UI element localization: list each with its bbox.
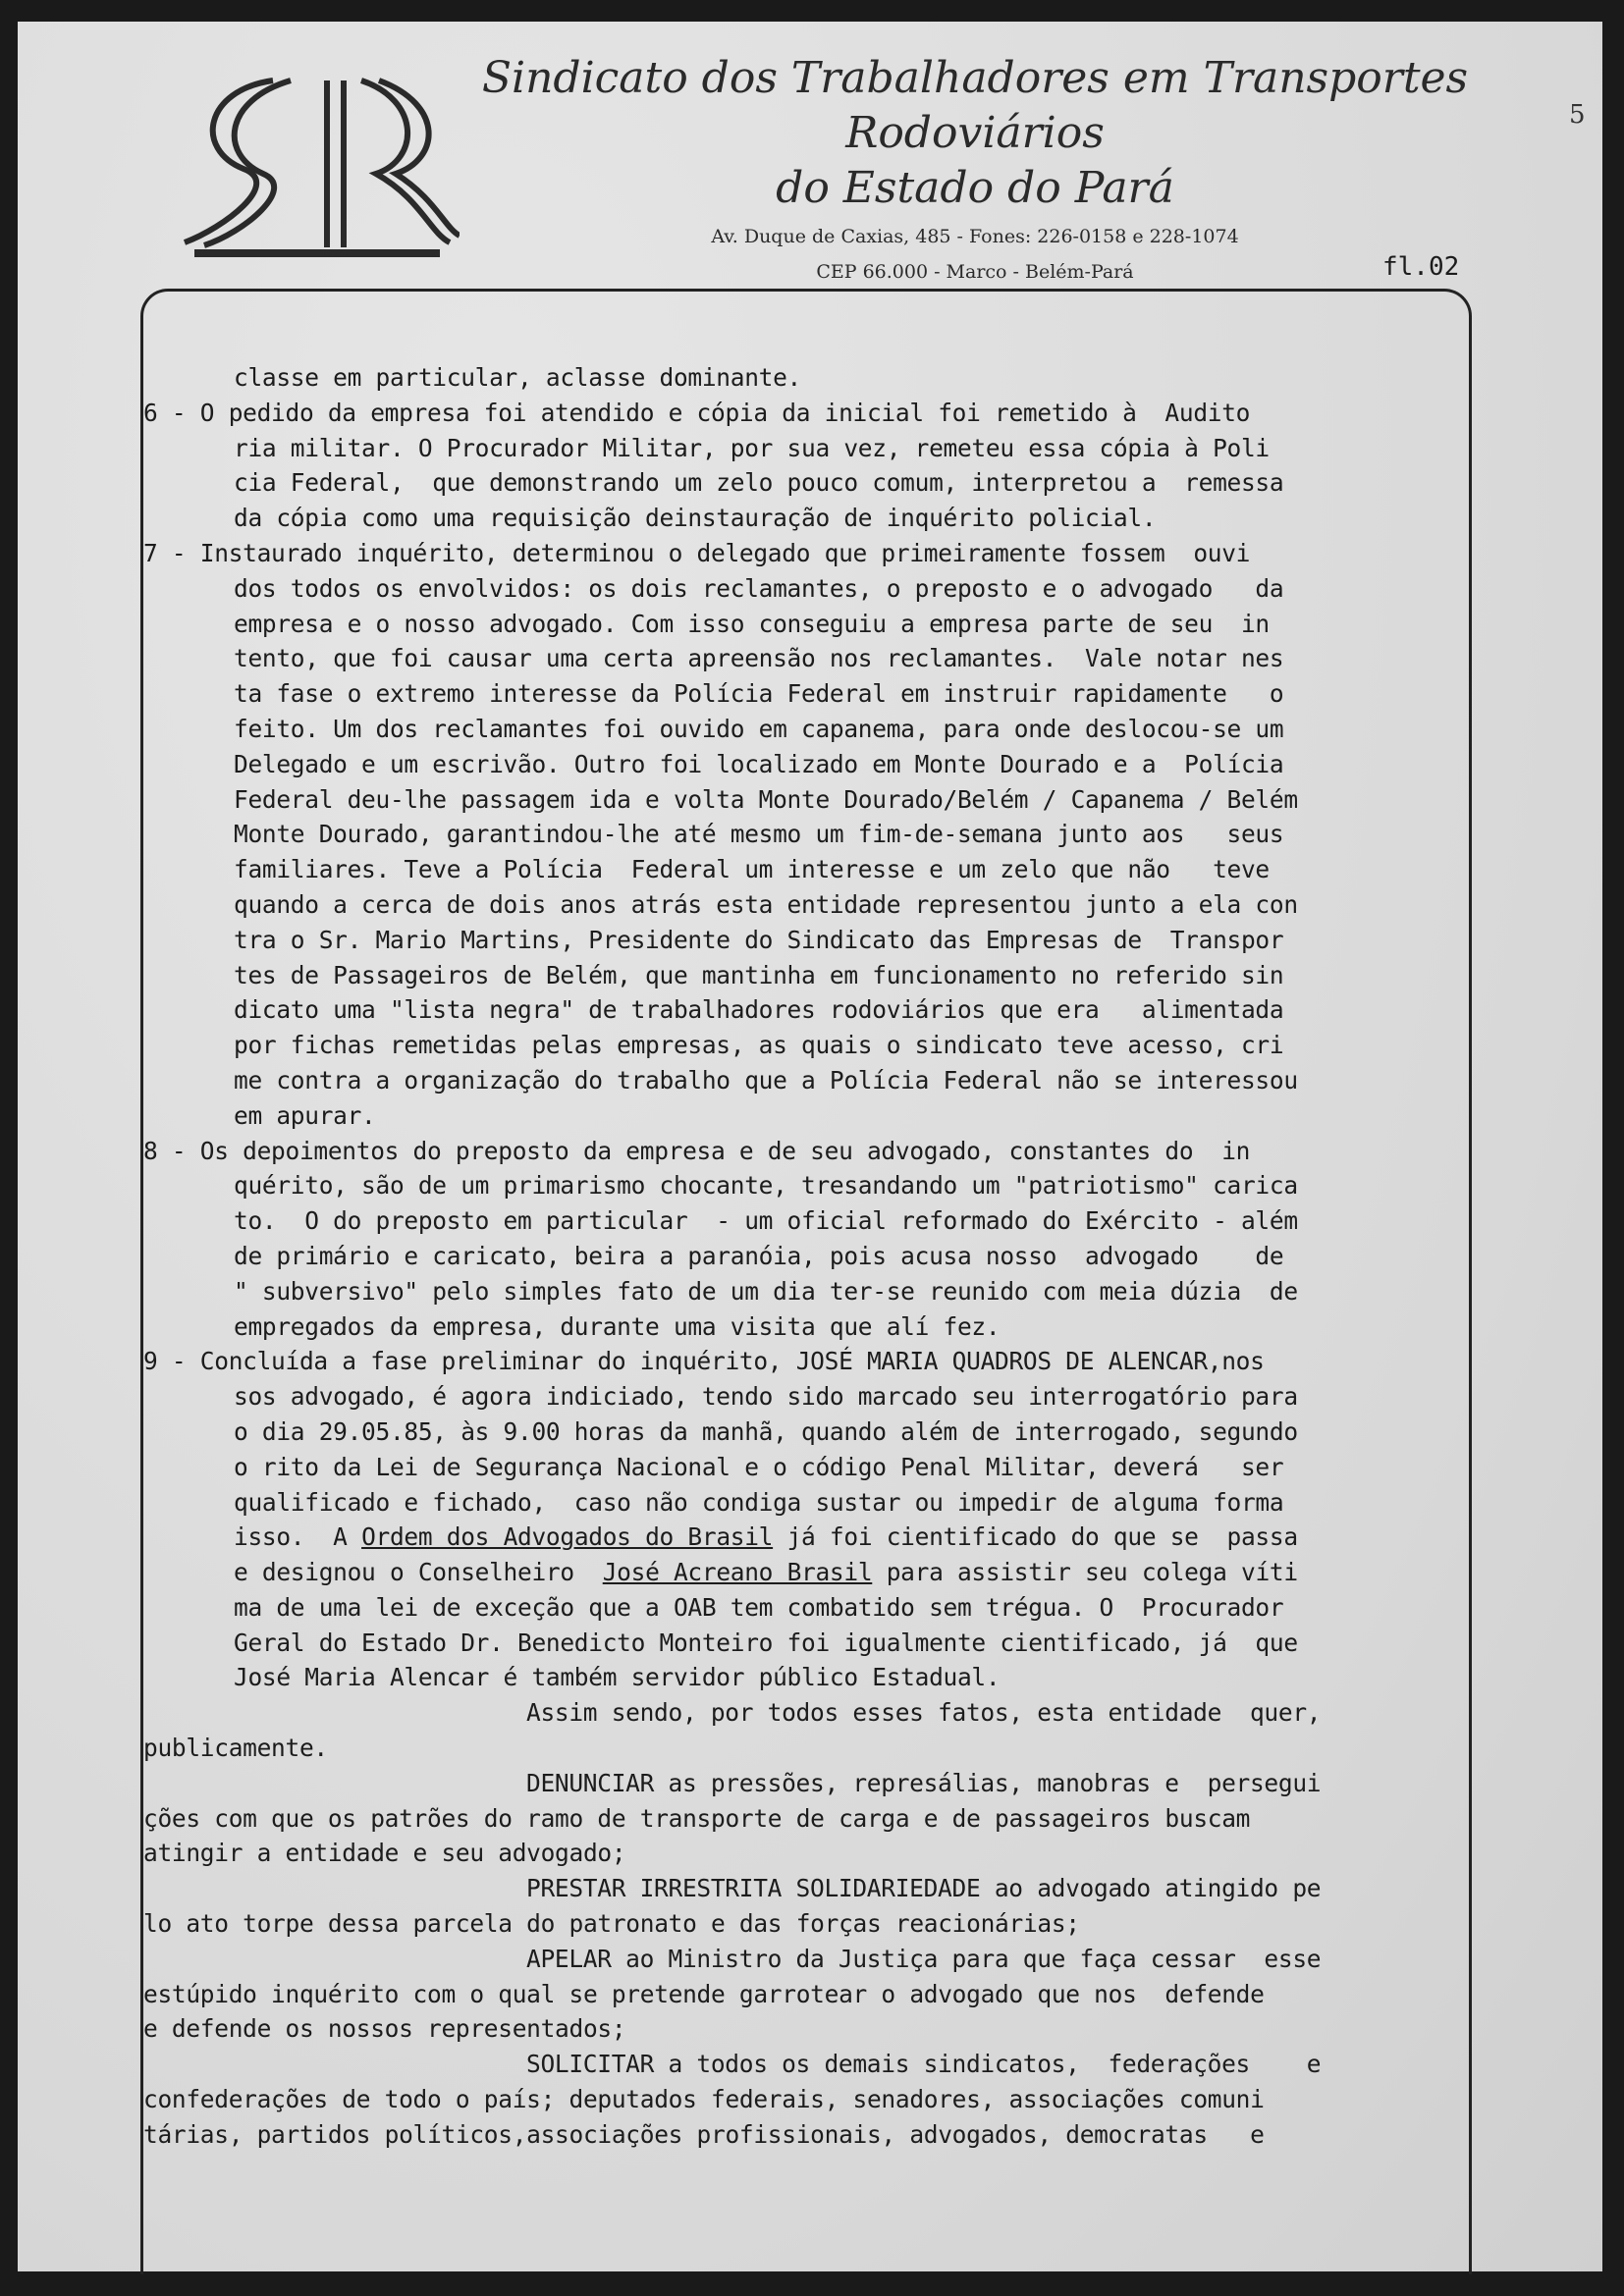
text-line: DENUNCIAR as pressões, represálias, manobras e persegui bbox=[526, 1768, 1322, 1797]
text-line: 9 - Concluída a fase preliminar do inquérito, JOSÉ MARIA QUADROS DE ALENCAR,nos bbox=[143, 1347, 1265, 1376]
union-logo-icon bbox=[165, 61, 460, 262]
text-line: Monte Dourado, garantindou-lhe até mesmo um fim-de-semana junto aos seus bbox=[234, 820, 1284, 849]
text-line: Delegado e um escrivão. Outro foi localizado em Monte Dourado e a Polícia bbox=[234, 749, 1284, 778]
text-line: ções com que os patrões do ramo de transporte de carga e de passageiros buscam bbox=[143, 1803, 1251, 1833]
text-line: de primário e caricato, beira a paranóia, pois acusa nosso advogado de bbox=[234, 1241, 1284, 1270]
text-line: atingir a entidade e seu advogado; bbox=[143, 1839, 626, 1868]
text-line: quérito, são de um primarismo chocante, tresandando um "patriotismo" carica bbox=[234, 1171, 1298, 1201]
text-line: tes de Passageiros de Belém, que mantinha em funcionamento no referido sin bbox=[234, 960, 1284, 989]
text-line: em apurar. bbox=[234, 1100, 376, 1130]
text-line bbox=[143, 1555, 1432, 1590]
organization-cep: CEP 66.000 - Marco - Belém-Pará bbox=[816, 261, 1134, 283]
text-line: to. O do preposto em particular - um oficial reformado do Exército - além bbox=[234, 1206, 1298, 1236]
text-line bbox=[143, 1520, 1432, 1555]
organization-state: do Estado do Pará bbox=[776, 163, 1174, 213]
folio-number: fl.02 bbox=[1382, 252, 1460, 282]
text-line: 8 - Os depoimentos do preposto da empresa e de seu advogado, constantes do in bbox=[143, 1136, 1251, 1165]
text-line: ta fase o extremo interesse da Polícia Federal em instruir rapidamente o bbox=[234, 679, 1284, 709]
text-line: estúpido inquérito com o qual se pretende garrotear o advogado que nos defende bbox=[143, 1979, 1265, 2008]
text-line: ria militar. O Procurador Militar, por sua vez, remeteu essa cópia à Poli bbox=[234, 433, 1270, 462]
text-line: feito. Um dos reclamantes foi ouvido em capanema, para onde deslocou-se um bbox=[234, 714, 1284, 743]
text-line: e defende os nossos representados; bbox=[143, 2014, 626, 2044]
text-line: empregados da empresa, durante uma visita que alí fez. bbox=[234, 1311, 1001, 1341]
letter-body bbox=[143, 360, 1432, 2153]
document-page bbox=[18, 22, 1602, 2271]
text-line: dicato uma "lista negra" de trabalhadores rodoviários que era alimentada bbox=[234, 995, 1284, 1025]
text-line: Federal deu-lhe passagem ida e volta Monte Dourado/Belém / Capanema / Belém bbox=[234, 784, 1298, 814]
text-line: tento, que foi causar uma certa apreensão nos reclamantes. Vale notar nes bbox=[234, 644, 1284, 673]
text-line: SOLICITAR a todos os demais sindicatos, federações e bbox=[526, 2050, 1322, 2079]
letterhead bbox=[450, 51, 1500, 287]
text-fragment: já foi cientificado do que se passa bbox=[773, 1522, 1298, 1552]
text-line: Assim sendo, por todos esses fatos, esta entidade quer, bbox=[526, 1698, 1322, 1728]
text-line: Geral do Estado Dr. Benedicto Monteiro foi igualmente cientificado, já que bbox=[234, 1628, 1298, 1657]
text-fragment: e designou o Conselheiro bbox=[234, 1558, 603, 1587]
text-line: da cópia como uma requisição deinstauração de inquérito policial. bbox=[234, 504, 1157, 533]
text-line: o rito da Lei de Segurança Nacional e o código Penal Militar, deverá ser bbox=[234, 1452, 1284, 1481]
text-fragment: para assistir seu colega víti bbox=[872, 1558, 1298, 1587]
page-number: 5 bbox=[1569, 100, 1586, 130]
text-line: tra o Sr. Mario Martins, Presidente do Sindicato das Empresas de Transpor bbox=[234, 925, 1284, 954]
text-line: o dia 29.05.85, às 9.00 horas da manhã, quando além de interrogado, segundo bbox=[234, 1416, 1298, 1446]
text-line: " subversivo" pelo simples fato de um dia ter-se reunido com meia dúzia de bbox=[234, 1276, 1298, 1306]
text-line: ma de uma lei de exceção que a OAB tem combatido sem trégua. O Procurador bbox=[234, 1592, 1284, 1622]
text-line: qualificado e fichado, caso não condiga sustar ou impedir de alguma forma bbox=[234, 1487, 1284, 1517]
text-line: tárias, partidos políticos,associações profissionais, advogados, democratas e bbox=[143, 2119, 1265, 2149]
text-line: APELAR ao Ministro da Justiça para que faça cessar esse bbox=[526, 1944, 1322, 1973]
organization-address: Av. Duque de Caxias, 485 - Fones: 226-0158 e 228-1074 bbox=[711, 226, 1239, 247]
text-line: empresa e o nosso advogado. Com isso conseguiu a empresa parte de seu in bbox=[234, 609, 1270, 638]
text-line: familiares. Teve a Polícia Federal um interesse e um zelo que não teve bbox=[234, 855, 1270, 884]
text-line: por fichas remetidas pelas empresas, as quais o sindicato teve acesso, cri bbox=[234, 1031, 1284, 1060]
text-line: lo ato torpe dessa parcela do patronato e das forças reacionárias; bbox=[143, 1909, 1080, 1939]
text-line: me contra a organização do trabalho que a Polícia Federal não se interessou bbox=[234, 1065, 1298, 1095]
text-line: publicamente. bbox=[143, 1734, 328, 1763]
oab-reference: Ordem dos Advogados do Brasil bbox=[361, 1522, 774, 1552]
text-line: PRESTAR IRRESTRITA SOLIDARIEDADE ao advogado atingido pe bbox=[526, 1874, 1322, 1903]
text-line: classe em particular, aclasse dominante. bbox=[234, 363, 802, 392]
text-line: sos advogado, é agora indiciado, tendo sido marcado seu interrogatório para bbox=[234, 1382, 1298, 1412]
text-line: confederações de todo o país; deputados federais, senadores, associações comuni bbox=[143, 2085, 1265, 2114]
text-line: 7 - Instaurado inquérito, determinou o delegado que primeiramente fossem ouvi bbox=[143, 538, 1251, 567]
text-line: cia Federal, que demonstrando um zelo pouco comum, interpretou a remessa bbox=[234, 468, 1284, 498]
text-line: dos todos os envolvidos: os dois reclamantes, o preposto e o advogado da bbox=[234, 573, 1284, 603]
text-line: José Maria Alencar é também servidor público Estadual. bbox=[234, 1663, 1001, 1692]
counselor-name: José Acreano Brasil bbox=[602, 1558, 873, 1587]
text-fragment: isso. A bbox=[234, 1522, 362, 1552]
organization-name: Sindicato dos Trabalhadores em Transportes Rodoviários bbox=[481, 53, 1469, 158]
text-line: 6 - O pedido da empresa foi atendido e cópia da inicial foi remetido à Audito bbox=[143, 398, 1251, 427]
text-line: quando a cerca de dois anos atrás esta entidade representou junto a ela con bbox=[234, 889, 1298, 919]
